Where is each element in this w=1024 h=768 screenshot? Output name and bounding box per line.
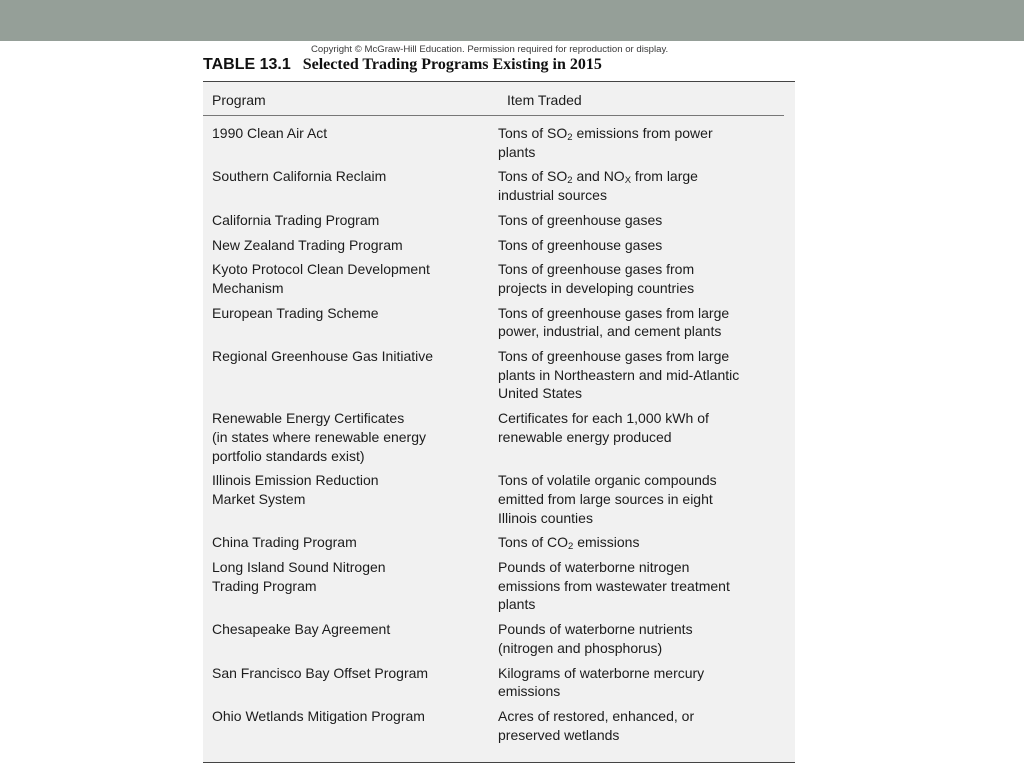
table-row [203,558,795,620]
copyright-notice: Copyright © McGraw-Hill Education. Permission required for reproduction or display. [311,44,669,55]
program-cell: China Trading Program [212,534,357,551]
item-traded-cell: Tons of $CO_2$ emissions [498,534,640,553]
table-row [203,347,795,409]
table-body [203,124,795,750]
item-traded-cell: Tons of greenhouse gases [498,211,663,228]
program-cell: Renewable Energy Certificates (in states where renewable energy portfolio standards exist) [212,410,427,464]
item-traded-cell: Tons of greenhouse gases from large plants in Northeastern and mid-Atlantic United States [498,348,740,402]
table-row [203,236,795,261]
table-row [203,409,795,471]
program-cell: Chesapeake Bay Agreement [212,621,391,638]
table-number: TABLE 13.1 [203,56,291,73]
slide-header-bar [0,0,1024,41]
header-divider [203,115,784,116]
item-traded-cell: Tons of greenhouse gases [498,236,663,253]
table-row [203,471,795,533]
table-row [203,124,795,167]
table-row [203,707,795,750]
column-header-item-traded: Item Traded [507,92,582,108]
table-caption [203,56,602,74]
item-traded-cell: Kilograms of waterborne mercury emissions [498,664,705,700]
table-title: Selected Trading Programs Existing in 2015 [302,56,602,73]
program-cell: Illinois Emission Reduction Market System [212,472,379,507]
item-traded-cell: Tons of greenhouse gases from projects in developing countries [498,261,695,296]
item-traded-cell: Tons of volatile organic compounds emitted from large sources in eight Illinois counties [498,472,717,526]
program-cell: Southern California Reclaim [212,168,387,185]
item-traded-cell: Pounds of waterborne nutrients (nitrogen and phosphorus) [498,621,693,656]
table-row [203,620,795,663]
table-row [203,533,795,558]
program-cell: European Trading Scheme [212,304,379,321]
table-row [203,211,795,236]
table-row [203,664,795,707]
program-cell: Kyoto Protocol Clean Development Mechanism [212,261,430,296]
item-traded-cell: Acres of restored, enhanced, or preserved wetlands [498,707,695,743]
program-cell: Ohio Wetlands Mitigation Program [212,707,425,724]
program-cell: Regional Greenhouse Gas Initiative [212,348,434,365]
program-cell: 1990 Clean Air Act [212,125,328,141]
item-traded-cell: Certificates for each 1,000 kWh of renewable energy produced [498,410,709,445]
program-cell: California Trading Program [212,211,380,228]
program-cell: New Zealand Trading Program [212,236,403,253]
program-cell: San Francisco Bay Offset Program [212,664,429,681]
column-header-program: Program [212,92,266,108]
table-row [203,167,795,210]
program-cell: Long Island Sound Nitrogen Trading Program [212,559,386,594]
table-row [203,304,795,347]
table-row [203,260,795,303]
item-traded-cell: Tons of $SO_2$ and $NO_X$ from large industrial sources [498,168,698,204]
item-traded-cell: Tons of greenhouse gases from large power, industrial, and cement plants [498,304,730,340]
trading-programs-table [203,81,795,763]
item-traded-cell: Pounds of waterborne nitrogen emissions from wastewater treatment plants [498,559,730,613]
item-traded-cell: Tons of $SO_2$ emissions from power plants [498,125,713,160]
